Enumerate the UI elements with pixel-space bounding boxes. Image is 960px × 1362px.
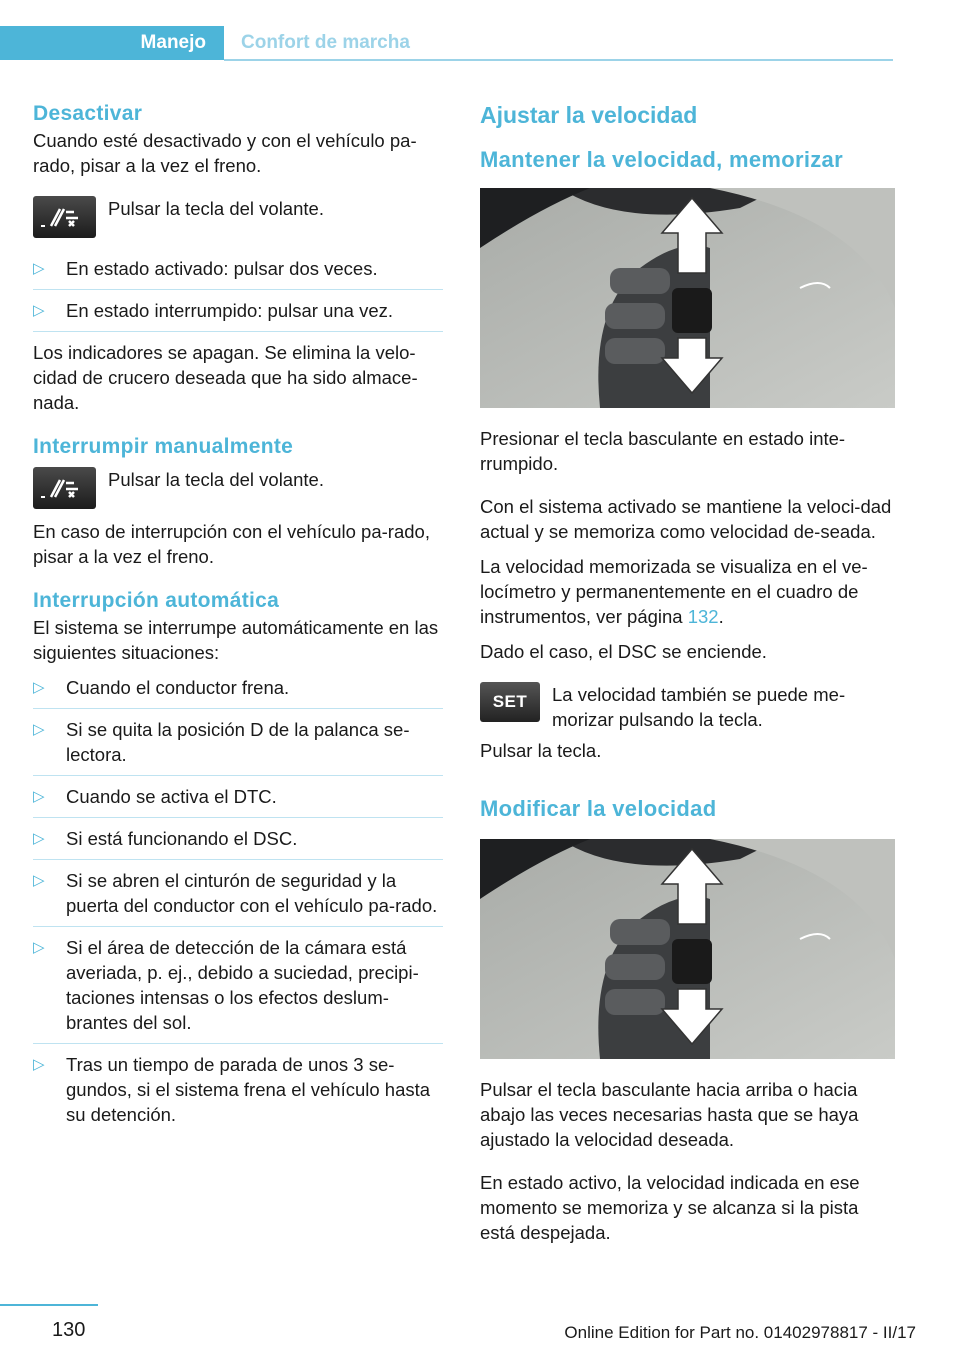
triangle-bullet-icon: ▷ bbox=[33, 260, 45, 277]
cruise-control-button-icon bbox=[33, 196, 96, 238]
mantener-heading: Mantener la velocidad, memorizar bbox=[480, 147, 843, 172]
steering-wheel-rocker-photo bbox=[480, 188, 895, 408]
edition-label: Online Edition for Part no. 01402978817 - II/17 bbox=[564, 1323, 916, 1342]
desactivar-heading: Desactivar bbox=[33, 102, 143, 125]
list-item: ▷ Cuando el conductor frena. bbox=[33, 675, 443, 709]
modificar-text-1: Pulsar el tecla basculante hacia arriba o hacia abajo las veces necesarias hasta que se haya ajustado la velocidad deseada. bbox=[480, 1079, 859, 1150]
triangle-bullet-icon: ▷ bbox=[33, 788, 45, 805]
mantener-text-4: Dado el caso, el DSC se enciende. bbox=[480, 641, 767, 662]
section-label: Manejo bbox=[140, 32, 206, 53]
interrumpir-icon-row bbox=[33, 467, 443, 509]
auto-heading: Interrupción automática bbox=[33, 589, 280, 612]
triangle-bullet-icon: ▷ bbox=[33, 830, 45, 847]
modificar-text-2: En estado activo, la velocidad indicada en ese momento se memoriza y se alcanza si la pista está despejada. bbox=[480, 1172, 860, 1243]
desactivar-after-text: Los indicadores se apagan. Se elimina la velo-cidad de crucero deseada que ha sido almace-nada. bbox=[33, 342, 418, 413]
modificar-heading: Modificar la velocidad bbox=[480, 796, 717, 821]
set-text: La velocidad también se puede me-morizar pulsando la tecla. bbox=[552, 684, 846, 730]
right-column bbox=[480, 100, 895, 1245]
mantener-text-1: Presionar el tecla basculante en estado inte-rrumpido. bbox=[480, 428, 846, 474]
set-icon-row bbox=[480, 682, 895, 732]
list-item: ▷ Si se quita la posición D de la palanca se-lectora. bbox=[33, 717, 443, 776]
list-item: ▷ En estado interrumpido: pulsar una vez. bbox=[33, 298, 443, 332]
list-item: ▷ Si se abren el cinturón de seguridad y la puerta del conductor con el vehículo pa-rado. bbox=[33, 868, 443, 927]
mantener-text-3: La velocidad memorizada se visualiza en el ve-locímetro y permanentemente en el cuadro de instrumentos, ver página 132. bbox=[480, 556, 868, 627]
subsection-label: Confort de marcha bbox=[241, 32, 410, 53]
mantener-text-2: Con el sistema activado se mantiene la veloci-dad actual y se memoriza como velocidad de-seada. bbox=[480, 496, 892, 542]
set-button-icon: SET bbox=[480, 682, 540, 722]
cruise-control-button-icon bbox=[33, 467, 96, 509]
desactivar-text: Cuando esté desactivado y con el vehículo pa-rado, pisar a la vez el freno. bbox=[33, 130, 417, 176]
interrumpir-text: En caso de interrupción con el vehículo pa-rado, pisar a la vez el freno. bbox=[33, 521, 430, 567]
desactivar-icon-row bbox=[33, 196, 443, 238]
list-item: ▷ Si el área de detección de la cámara está averiada, p. ej., debido a suciedad, precipi-taciones intensas o los efectos deslum-brantes del sol. bbox=[33, 935, 443, 1044]
triangle-bullet-icon: ▷ bbox=[33, 872, 45, 889]
left-column bbox=[33, 100, 443, 1135]
page-link[interactable]: 132 bbox=[687, 606, 719, 627]
desactivar-icon-text: Pulsar la tecla del volante. bbox=[108, 198, 324, 219]
interrumpir-icon-text: Pulsar la tecla del volante. bbox=[108, 469, 324, 490]
footer-rule bbox=[0, 1304, 98, 1306]
page-number: 130 bbox=[52, 1319, 86, 1341]
triangle-bullet-icon: ▷ bbox=[33, 1056, 45, 1073]
header-rule bbox=[224, 59, 893, 61]
auto-list bbox=[33, 675, 443, 1127]
list-item: ▷ Si está funcionando el DSC. bbox=[33, 826, 443, 860]
desactivar-list bbox=[33, 256, 443, 332]
interrumpir-heading: Interrumpir manualmente bbox=[33, 435, 294, 458]
list-item: ▷ Tras un tiempo de parada de unos 3 se-gundos, si el sistema frena el vehículo hasta su detención. bbox=[33, 1054, 431, 1125]
triangle-bullet-icon: ▷ bbox=[33, 679, 45, 696]
triangle-bullet-icon: ▷ bbox=[33, 302, 45, 319]
section-tab bbox=[0, 26, 224, 60]
triangle-bullet-icon: ▷ bbox=[33, 721, 45, 738]
auto-text: El sistema se interrumpe automáticamente en las siguientes situaciones: bbox=[33, 617, 439, 663]
triangle-bullet-icon: ▷ bbox=[33, 939, 45, 956]
list-item: ▷ En estado activado: pulsar dos veces. bbox=[33, 256, 443, 290]
page-header bbox=[0, 26, 893, 60]
list-item: ▷ Cuando se activa el DTC. bbox=[33, 784, 443, 818]
steering-wheel-rocker-photo bbox=[480, 839, 895, 1059]
pulsar-text: Pulsar la tecla. bbox=[480, 740, 602, 761]
ajustar-heading: Ajustar la velocidad bbox=[480, 102, 698, 128]
